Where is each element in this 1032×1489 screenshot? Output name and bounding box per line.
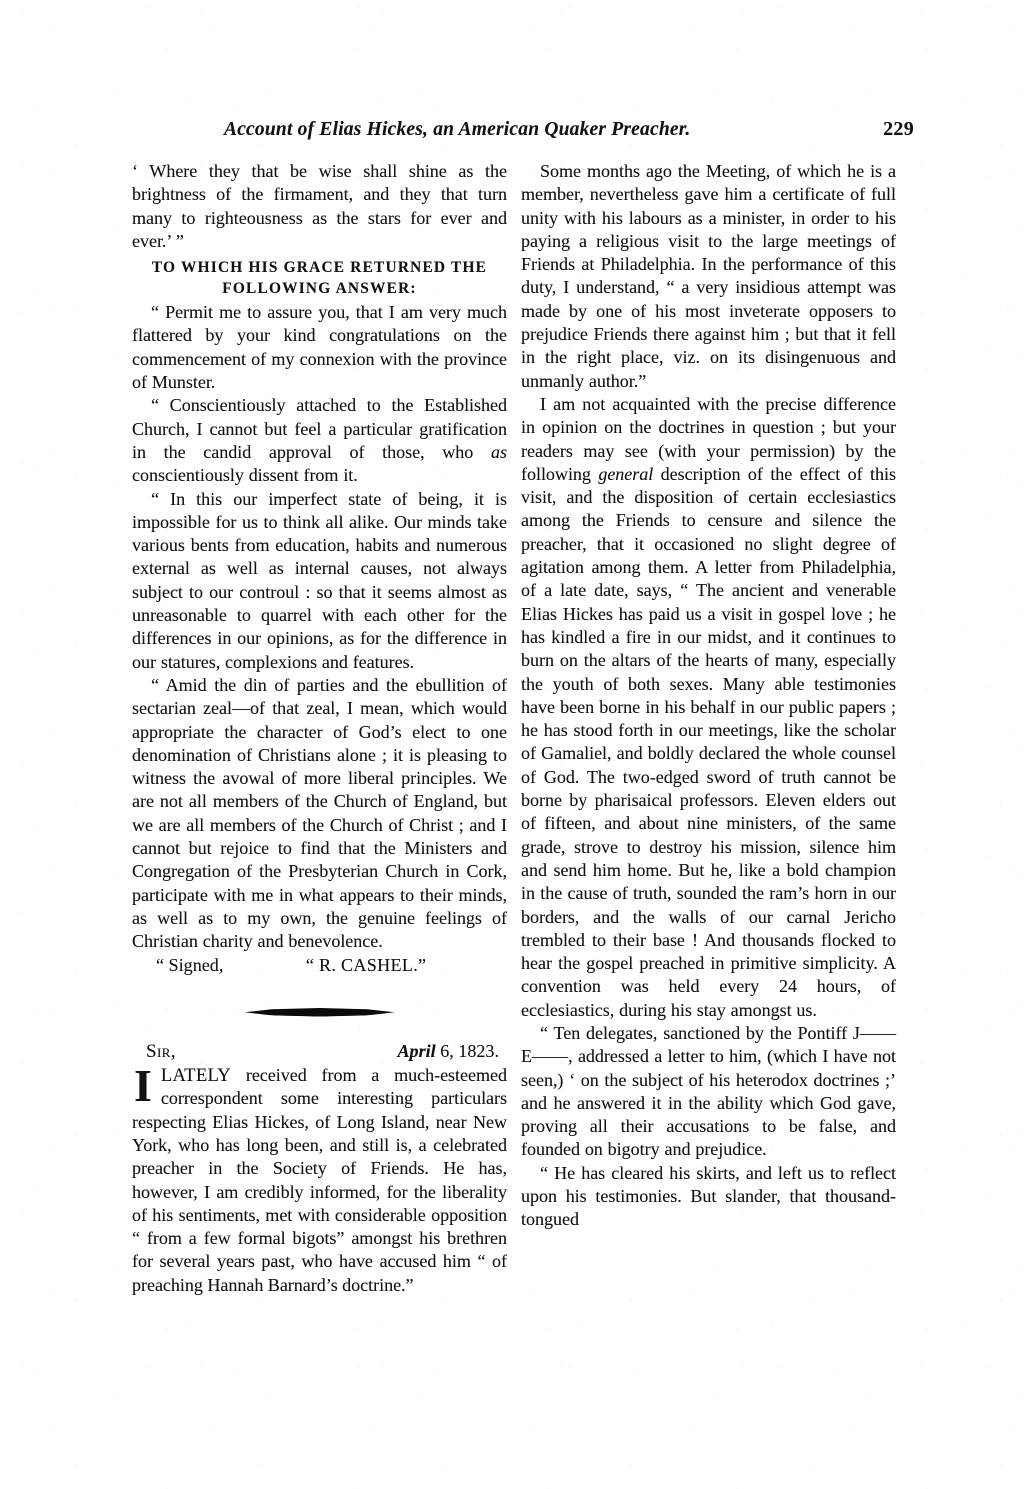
letter-lead-words: LATELY xyxy=(160,1065,232,1087)
letter-date-rest: 6, 1823. xyxy=(435,1040,499,1061)
letter-salutation: Sir, xyxy=(146,1040,176,1062)
signature-line xyxy=(132,954,507,977)
paragraph: I am not acquainted with the precise difference in opinion on the doctrines in question ; but your readers may see (with your permission) by the following general description of the effect of this visit, and the disposition of certain ecclesiastics among the Friends to censure and silence the preacher, that it occasioned no slight degree of agitation among them. A letter from Philadelphia, of a late date, says, “ The ancient and venerable Elias Hickes has paid us a visit in gospel love ; he has kindled a fire in our midst, and it continues to burn on the altars of the hearts of many, especially the youth of both sexes. Many able testimonies have been borne in his behalf in our public papers ; he has stood forth in our meetings, like the scholar of Gamaliel, and boldly declared the whole counsel of God. The two-edged sword of truth cannot be borne by pharisaical professors. Eleven elders out of fifteen, and about nine ministers, of the same grade, strove to destroy his mission, silence him and send him home. But he, like a bold champion in the cause of truth, sounded the ram’s horn in our borders, and the walls of our carnal Jericho trembled to their base ! And thousands flocked to hear the gospel preached in primitive simplicity. A convention was held every 24 hours, of ecclesiastics, during his stay amongst us. xyxy=(521,393,896,1020)
letter-body-paragraph xyxy=(132,1060,507,1297)
emphasised-word: as xyxy=(491,441,507,462)
section-heading-line-1: TO WHICH HIS GRACE RETURNED THE xyxy=(151,259,488,277)
paragraph: “ Amid the din of parties and the ebullition of sectarian zeal—of that zeal, I mean, which would appropriate the character of God’s elect to one denomination of Christians alone ; it is pleasing to witness the avowal of more liberal principles. We are not all members of the Church of England, but we are all members of the Church of Christ ; and I cannot but rejoice to find that the Ministers and Congregation of the Presbyterian Church in Cork, participate with me in what appears to their minds, as well as to my own, the genuine feelings of Christian charity and benevolence. xyxy=(132,674,507,952)
letter-heading xyxy=(132,1040,507,1063)
verse-quotation: ‘ Where they that be wise shall shine as the brightness of the firmament, and they that turn many to righteousness as the stars for ever and ever.’ ” xyxy=(132,161,507,251)
paragraph: Some months ago the Meeting, of which he is a member, nevertheless gave him a certificate of full unity with his labours as a minister, in order to his paying a religious visit to the large meetings of Friends at Philadelphia. In the performance of this duty, I understand, “ a very insidious attempt was made by one of his most inveterate opposers to prejudice Friends there against him ; but that it fell in the right place, viz. on its disingenuous and unmanly author.” xyxy=(521,161,896,391)
drop-cap: I xyxy=(134,1060,152,1112)
running-head-title: Account of Elias Hickes, an American Quaker Preacher. xyxy=(224,119,691,140)
signature-label: “ Signed, xyxy=(156,954,224,975)
paragraph: “ He has cleared his skirts, and left us to reflect upon his testimonies. But slander, that thousand-tongued xyxy=(521,1162,896,1230)
section-heading xyxy=(132,257,507,299)
signature-name: “ R. CASHEL.” xyxy=(305,954,427,975)
section-heading-line-2: FOLLOWING ANSWER: xyxy=(222,280,417,298)
paragraph: “ Ten delegates, sanctioned by the Pontiff J—— E——, addressed a letter to him, (which I have not seen,) ‘ on the subject of his heterodox doctrines ;’ and he answered it in the ability which God gave, proving all their accusations to be false, and founded on bigotry and prejudice. xyxy=(521,1022,896,1160)
letter-date xyxy=(397,1040,507,1063)
paragraph: “ Permit me to assure you, that I am very much flattered by your kind congratulations on the commencement of my connexion with the province of Munster. xyxy=(132,302,507,393)
letter-date-month: April xyxy=(397,1040,436,1061)
page-number: 229 xyxy=(883,118,914,140)
paragraph: “ In this our imperfect state of being, it is impossible for us to think all alike. Our minds take various bents from education, habits and numerous external as well as internal causes, not always subject to our controul : so that it seems almost as unreasonable to quarrel with each other for the differences in our opinions, as for the difference in our statures, complexions and features. xyxy=(132,488,507,672)
ornament-divider-icon xyxy=(245,1007,395,1018)
right-column xyxy=(521,160,896,1297)
emphasised-word: general xyxy=(598,463,654,484)
left-column xyxy=(132,160,507,1297)
letter-body-text: received from a much-esteemed correspondent some interesting particulars respecting Elias Hickes, of Long Island, near New York, who has long been, and still is, a celebrated preacher in the Society of Friends. He has, however, I am credibly informed, for the liberality of his sentiments, met with considerable opposition “ from a few formal bigots” amongst his brethren for several years past, who have accused him “ of preaching Hannah Barnard’s doctrine.” xyxy=(132,1065,507,1295)
running-head xyxy=(224,118,914,141)
two-column-body xyxy=(132,160,904,1297)
paragraph: “ Conscientiously attached to the Established Church, I cannot but feel a particular gratification in the candid approval of those, who as conscientiously dissent from it. xyxy=(132,395,507,486)
